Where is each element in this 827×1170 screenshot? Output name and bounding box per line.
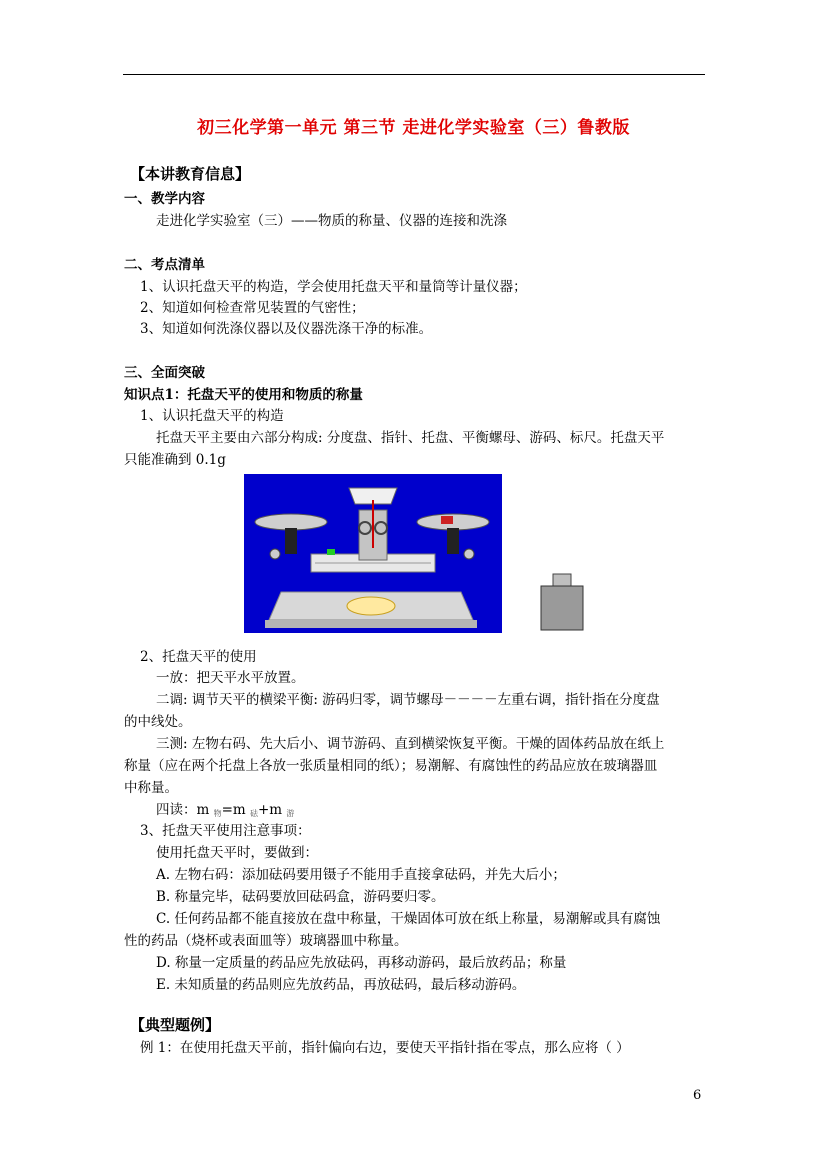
section-1-heading: 一、教学内容 xyxy=(124,191,205,207)
header-rule xyxy=(123,74,705,75)
left-pan-support xyxy=(285,528,297,554)
page-number: 6 xyxy=(693,1088,702,1103)
section-2-item: 2、知道如何检查常见装置的气密性； xyxy=(140,300,365,316)
kp1-subheading-usage: 2、托盘天平的使用 xyxy=(140,649,257,665)
right-pan-support xyxy=(447,528,459,554)
formula-subscript: 砝 xyxy=(250,809,258,818)
note-b: B. 称量完毕，砝码要放回砝码盒，游码要归零。 xyxy=(156,889,445,905)
knowledge-point-1-heading: 知识点1：托盘天平的使用和物质的称量 xyxy=(124,387,363,403)
formula-prefix: 四读：m xyxy=(156,802,214,818)
section-2-item: 3、知道如何洗涤仪器以及仪器洗涤干净的标准。 xyxy=(140,321,433,337)
note-c-line: 性的药品（烧杯或表面皿等）玻璃器皿中称量。 xyxy=(124,933,408,949)
example-1: 例 1：在使用托盘天平前，指针偏向右边，要使天平指针指在零点，那么应将（ ） xyxy=(140,1040,630,1056)
balance-illustration xyxy=(241,470,591,644)
balance-base-foot xyxy=(265,620,477,628)
rider-slider xyxy=(327,549,335,555)
note-e: E. 未知质量的药品则应先放药品，再放砝码，最后移动游码。 xyxy=(156,977,526,993)
kp1-subheading-structure: 1、认识托盘天平的构造 xyxy=(140,408,284,424)
formula-subscript: 物 xyxy=(213,809,222,818)
weight-knob xyxy=(553,574,571,586)
section-2-heading: 二、考点清单 xyxy=(124,257,205,273)
usage-step-2-line: 的中线处。 xyxy=(124,714,192,730)
kp1-subheading-notes: 3、托盘天平使用注意事项： xyxy=(140,823,311,839)
note-d: D. 称量一定质量的药品应先放砝码，再移动游码，最后放药品；称量 xyxy=(156,955,567,971)
formula-term: =m xyxy=(221,802,250,818)
section-3-heading: 三、全面突破 xyxy=(124,365,205,381)
usage-step-1: 一放：把天平水平放置。 xyxy=(156,670,305,686)
base-label xyxy=(347,597,395,615)
weight-on-pan xyxy=(441,516,453,524)
section-2-item: 1、认识托盘天平的构造，学会使用托盘天平和量筒等计量仪器； xyxy=(140,279,527,295)
note-c-line: C. 任何药品都不能直接放在盘中称量，干燥固体可放在纸上称量，易潮解或具有腐蚀 xyxy=(156,911,661,927)
left-adjust-nut xyxy=(270,549,280,559)
notes-intro: 使用托盘天平时，要做到： xyxy=(156,845,318,861)
kp1-paragraph-line: 只能准确到 0.1g xyxy=(124,452,226,468)
standalone-weight-icon xyxy=(541,586,583,630)
usage-step-3-line: 称量（应在两个托盘上各放一张质量相同的纸）；易潮解、有腐蚀性的药品应放在玻璃器皿 xyxy=(124,758,658,774)
right-adjust-nut xyxy=(464,549,474,559)
note-a: A. 左物右码：添加砝码要用镊子不能用手直接拿砝码，并先大后小； xyxy=(156,867,566,883)
info-heading: 【本讲教育信息】 xyxy=(130,165,251,183)
usage-step-4-formula xyxy=(156,801,294,823)
usage-step-3-line: 中称量。 xyxy=(124,780,178,796)
examples-heading: 【典型题例】 xyxy=(130,1016,221,1034)
page-title: 初三化学第一单元 第三节 走进化学实验室（三）鲁教版 xyxy=(197,118,630,138)
left-pan xyxy=(255,514,327,530)
usage-step-2-line: 二调: 调节天平的横梁平衡: 游码归零，调节螺母－－－－左重右调，指针指在分度盘 xyxy=(156,692,660,708)
usage-step-3-line: 三测: 左物右码、先大后小、调节游码、直到横梁恢复平衡。干燥的固体药品放在纸上 xyxy=(156,736,665,752)
kp1-paragraph-line: 托盘天平主要由六部分构成: 分度盘、指针、托盘、平衡螺母、游码、标尺。托盘天平 xyxy=(156,430,665,446)
section-1-body: 走进化学实验室（三）——物质的称量、仪器的连接和洗涤 xyxy=(156,213,507,229)
formula-term: +m xyxy=(258,802,287,818)
formula-subscript: 游 xyxy=(286,809,295,818)
